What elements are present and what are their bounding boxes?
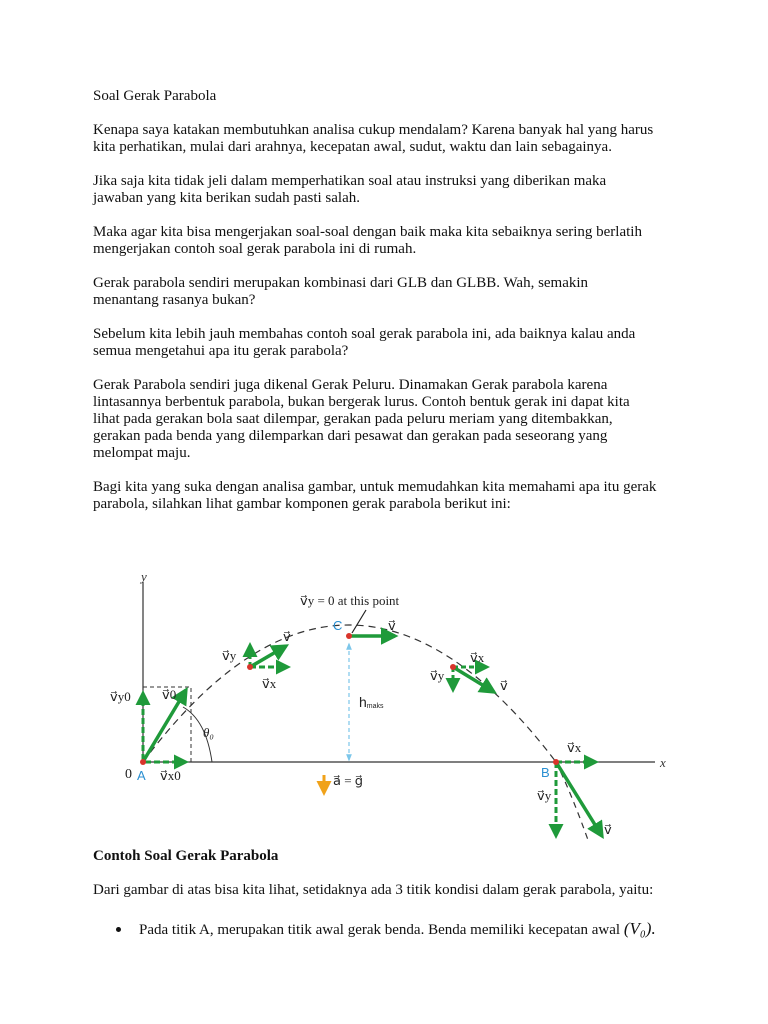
paragraph-line: Maka agar kita bisa mengerjakan soal-soal dengan baik maka kita sebaiknya sering berlatih — [93, 224, 642, 240]
v-label-apex: v⃗ — [388, 618, 396, 633]
point-a-label: A — [137, 768, 146, 783]
vx-label-b: v⃗x — [567, 740, 582, 755]
paragraph-line: Kenapa saya katakan membutuhkan analisa cukup mendalam? Karena banyak hal yang harus — [93, 122, 654, 138]
vx-label-descending: v⃗x — [470, 650, 485, 665]
point-b-dot — [553, 759, 559, 765]
math-expression: (V₀). — [623, 919, 656, 938]
hmax-label: hmaks — [359, 694, 384, 710]
rising-point-dot — [247, 664, 253, 670]
paragraph-line: melompat maju. — [93, 445, 191, 461]
y-axis-label: y — [141, 569, 147, 584]
point-c-label: C — [333, 618, 343, 633]
v-arrow-descending — [453, 667, 494, 692]
v-label-descending: v⃗ — [500, 678, 508, 693]
point-c-dot — [346, 633, 352, 639]
paragraph-line: mengerjakan contoh soal gerak parabola ini di rumah. — [93, 241, 417, 257]
apex-note: v⃗y = 0 at this point — [300, 593, 400, 608]
x-axis-label: x — [660, 755, 666, 770]
paragraph-line: Gerak parabola sendiri merupakan kombinasi dari GLB dan GLBB. Wah, semakin — [93, 275, 589, 291]
vx-label-rising: v⃗x — [262, 676, 277, 691]
paragraph-line: parabola, silahkan lihat gambar komponen gerak parabola berikut ini: — [93, 496, 511, 512]
bullet-marker — [116, 927, 121, 932]
accel-label: a⃗ = g⃗ — [333, 773, 364, 788]
document-title: Soal Gerak Parabola — [93, 88, 217, 104]
paragraph-line: lihat pada gerakan bola saat dilempar, gerakan pada peluru meriam yang ditembakkan, — [93, 411, 613, 427]
vy-label-rising: v⃗y — [222, 648, 237, 663]
paragraph-line: Bagi kita yang suka dengan analisa gambar, untuk memudahkan kita memahami apa itu gerak — [93, 479, 657, 495]
paragraph-line: semua mengetahui apa itu gerak parabola? — [93, 343, 349, 359]
point-b-label: B — [541, 765, 550, 780]
point-a-dot — [140, 759, 146, 765]
vy-label-descending: v⃗y — [430, 668, 445, 683]
v-label-b: v⃗ — [604, 822, 612, 837]
descending-point-dot — [450, 664, 456, 670]
paragraph-line: lintasannya berbentuk parabola, bukan bergerak lurus. Contoh bentuk gerak ini dapat kita — [93, 394, 630, 410]
paragraph-line: menantang rasanya bukan? — [93, 292, 256, 308]
paragraph-line: Jika saja kita tidak jeli dalam memperhatikan soal atau instruksi yang diberikan maka — [93, 173, 607, 189]
vx0-label: v⃗x0 — [160, 768, 181, 783]
angle-label: θ₀ — [203, 725, 214, 740]
v-arrow-rising — [250, 646, 286, 667]
v0-label: v⃗0 — [162, 687, 177, 702]
vy0-label: v⃗y0 — [110, 689, 131, 704]
paragraph-line: jawaban yang kita berikan sudah pasti salah. — [93, 190, 360, 206]
trajectory-continuation — [556, 762, 588, 840]
paragraph-line: Dari gambar di atas bisa kita lihat, setidaknya ada 3 titik kondisi dalam gerak parabola, yaitu: — [93, 882, 654, 898]
origin-label: 0 — [125, 767, 132, 782]
paragraph-line: Sebelum kita lebih jauh membahas contoh soal gerak parabola ini, ada baiknya kalau anda — [93, 326, 636, 342]
v-label-rising: v⃗ — [283, 629, 291, 644]
paragraph-line: gerakan pada benda yang dilemparkan dari pesawat dan gerakan pada seseorang yang — [93, 428, 608, 444]
paragraph-line: Gerak Parabola sendiri juga dikenal Gerak Peluru. Dinamakan Gerak parabola karena — [93, 377, 608, 393]
bullet-item-text: Pada titik A, merupakan titik awal gerak benda. Benda memiliki kecepatan awal (V₀). — [139, 919, 656, 938]
v-arrow-b — [556, 762, 602, 836]
apex-pointer — [352, 610, 366, 633]
paragraph-line: kita perhatikan, mulai dari arahnya, kecepatan awal, sudut, waktu dan lain sebagainya. — [93, 139, 612, 155]
section-heading: Contoh Soal Gerak Parabola — [93, 848, 279, 864]
vy-label-b: v⃗y — [537, 788, 552, 803]
